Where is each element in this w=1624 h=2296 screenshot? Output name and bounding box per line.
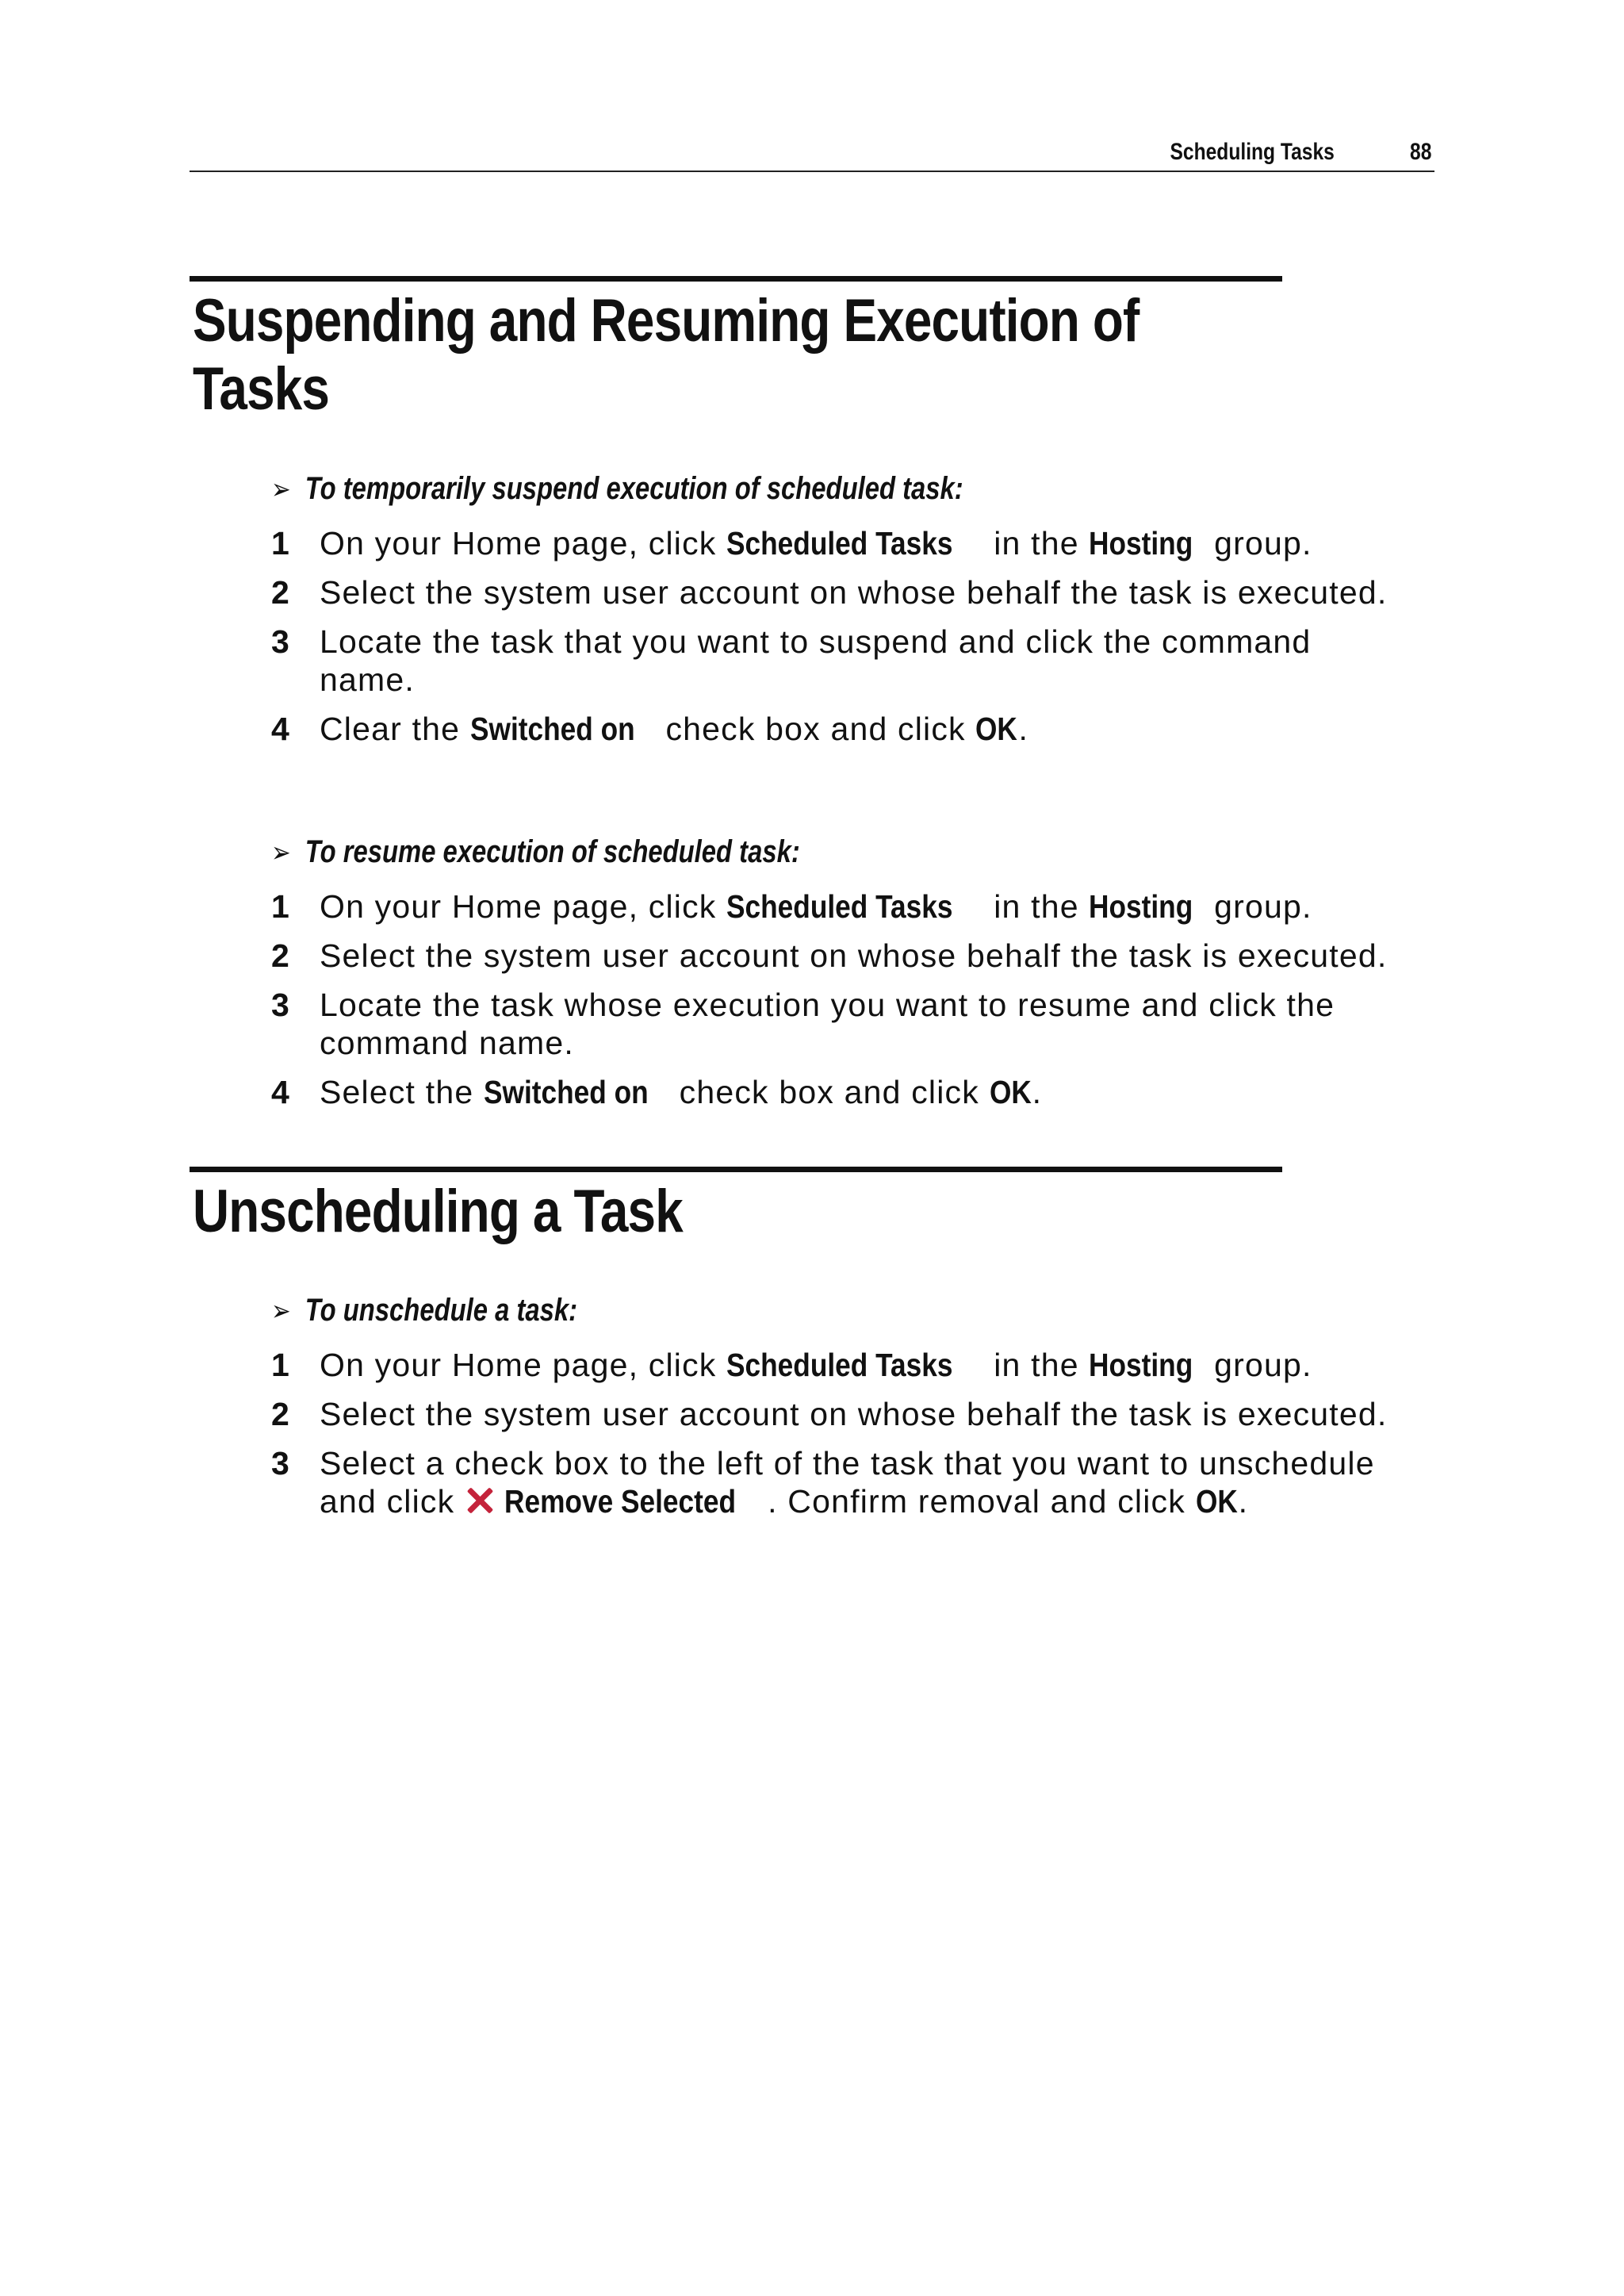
step-item — [271, 1073, 1445, 1111]
section-title: Unscheduling a Task — [193, 1178, 683, 1245]
step-number: 1 — [271, 888, 291, 925]
step-number: 2 — [271, 1396, 291, 1432]
procedure-title: ➢ To temporarily suspend execution of scheduled task: — [271, 471, 963, 506]
step-text: Select the Switched on check box and click OK. — [320, 1074, 1043, 1110]
step-item — [271, 986, 1405, 1062]
step-item — [271, 573, 1445, 611]
step-number: 1 — [271, 525, 291, 562]
procedure-title: ➢ To resume execution of scheduled task: — [271, 834, 800, 869]
step-item — [271, 524, 1445, 562]
section-title: Suspending and Resuming Execution of Tasks — [193, 287, 1139, 423]
ui-term: Scheduled Tasks — [726, 525, 953, 562]
ui-term: Hosting — [1089, 888, 1193, 925]
ui-term: OK — [975, 711, 1018, 747]
step-text: On your Home page, click Scheduled Tasks in the Hosting group. — [320, 525, 1312, 562]
ui-term: OK — [989, 1074, 1032, 1110]
ui-term: Switched on — [483, 1074, 649, 1110]
ui-term: Remove Selected — [504, 1483, 736, 1520]
step-text: Locate the task that you want to suspend and click the command name. — [320, 623, 1312, 698]
step-number: 1 — [271, 1347, 291, 1383]
step-text: Locate the task whose execution you want to resume and click the command name. — [320, 987, 1335, 1061]
header-section-title: Scheduling Tasks — [1170, 139, 1335, 165]
step-item — [271, 1395, 1445, 1433]
step-text: On your Home page, click Scheduled Tasks in the Hosting group. — [320, 1347, 1312, 1383]
step-number: 4 — [271, 1074, 291, 1110]
step-item — [271, 1346, 1445, 1384]
step-number: 2 — [271, 937, 291, 974]
arrow-bullet-icon: ➢ — [271, 836, 291, 868]
step-text: On your Home page, click Scheduled Tasks in the Hosting group. — [320, 888, 1312, 925]
step-item — [271, 1444, 1405, 1520]
step-number: 3 — [271, 1445, 291, 1481]
step-number: 3 — [271, 623, 291, 660]
step-text: Select a check box to the left of the task that you want to unschedule and click Remove Selected . Confirm removal and click OK. — [320, 1445, 1375, 1520]
step-text: Clear the Switched on check box and click OK. — [320, 711, 1029, 747]
remove-x-icon — [465, 1485, 495, 1515]
page-header — [190, 131, 1434, 172]
ui-term: Scheduled Tasks — [726, 1347, 953, 1383]
section-rule — [190, 1167, 1282, 1172]
section-rule — [190, 276, 1282, 282]
arrow-bullet-icon: ➢ — [271, 473, 291, 505]
step-item — [271, 887, 1445, 926]
arrow-bullet-icon: ➢ — [271, 1294, 291, 1327]
page-number: 88 — [1409, 139, 1431, 165]
step-text: Select the system user account on whose behalf the task is executed. — [320, 1396, 1388, 1432]
step-item — [271, 623, 1381, 699]
step-text: Select the system user account on whose behalf the task is executed. — [320, 574, 1388, 611]
ui-term: Scheduled Tasks — [726, 888, 953, 925]
step-item — [271, 937, 1445, 975]
step-item — [271, 710, 1445, 748]
procedure-title: ➢ To unschedule a task: — [271, 1293, 578, 1328]
ui-term: Switched on — [469, 711, 635, 747]
ui-term: Hosting — [1089, 1347, 1193, 1383]
step-number: 2 — [271, 574, 291, 611]
step-number: 3 — [271, 987, 291, 1023]
step-text: Select the system user account on whose behalf the task is executed. — [320, 937, 1388, 974]
ui-term: OK — [1195, 1483, 1238, 1520]
step-number: 4 — [271, 711, 291, 747]
ui-term: Hosting — [1089, 525, 1193, 562]
